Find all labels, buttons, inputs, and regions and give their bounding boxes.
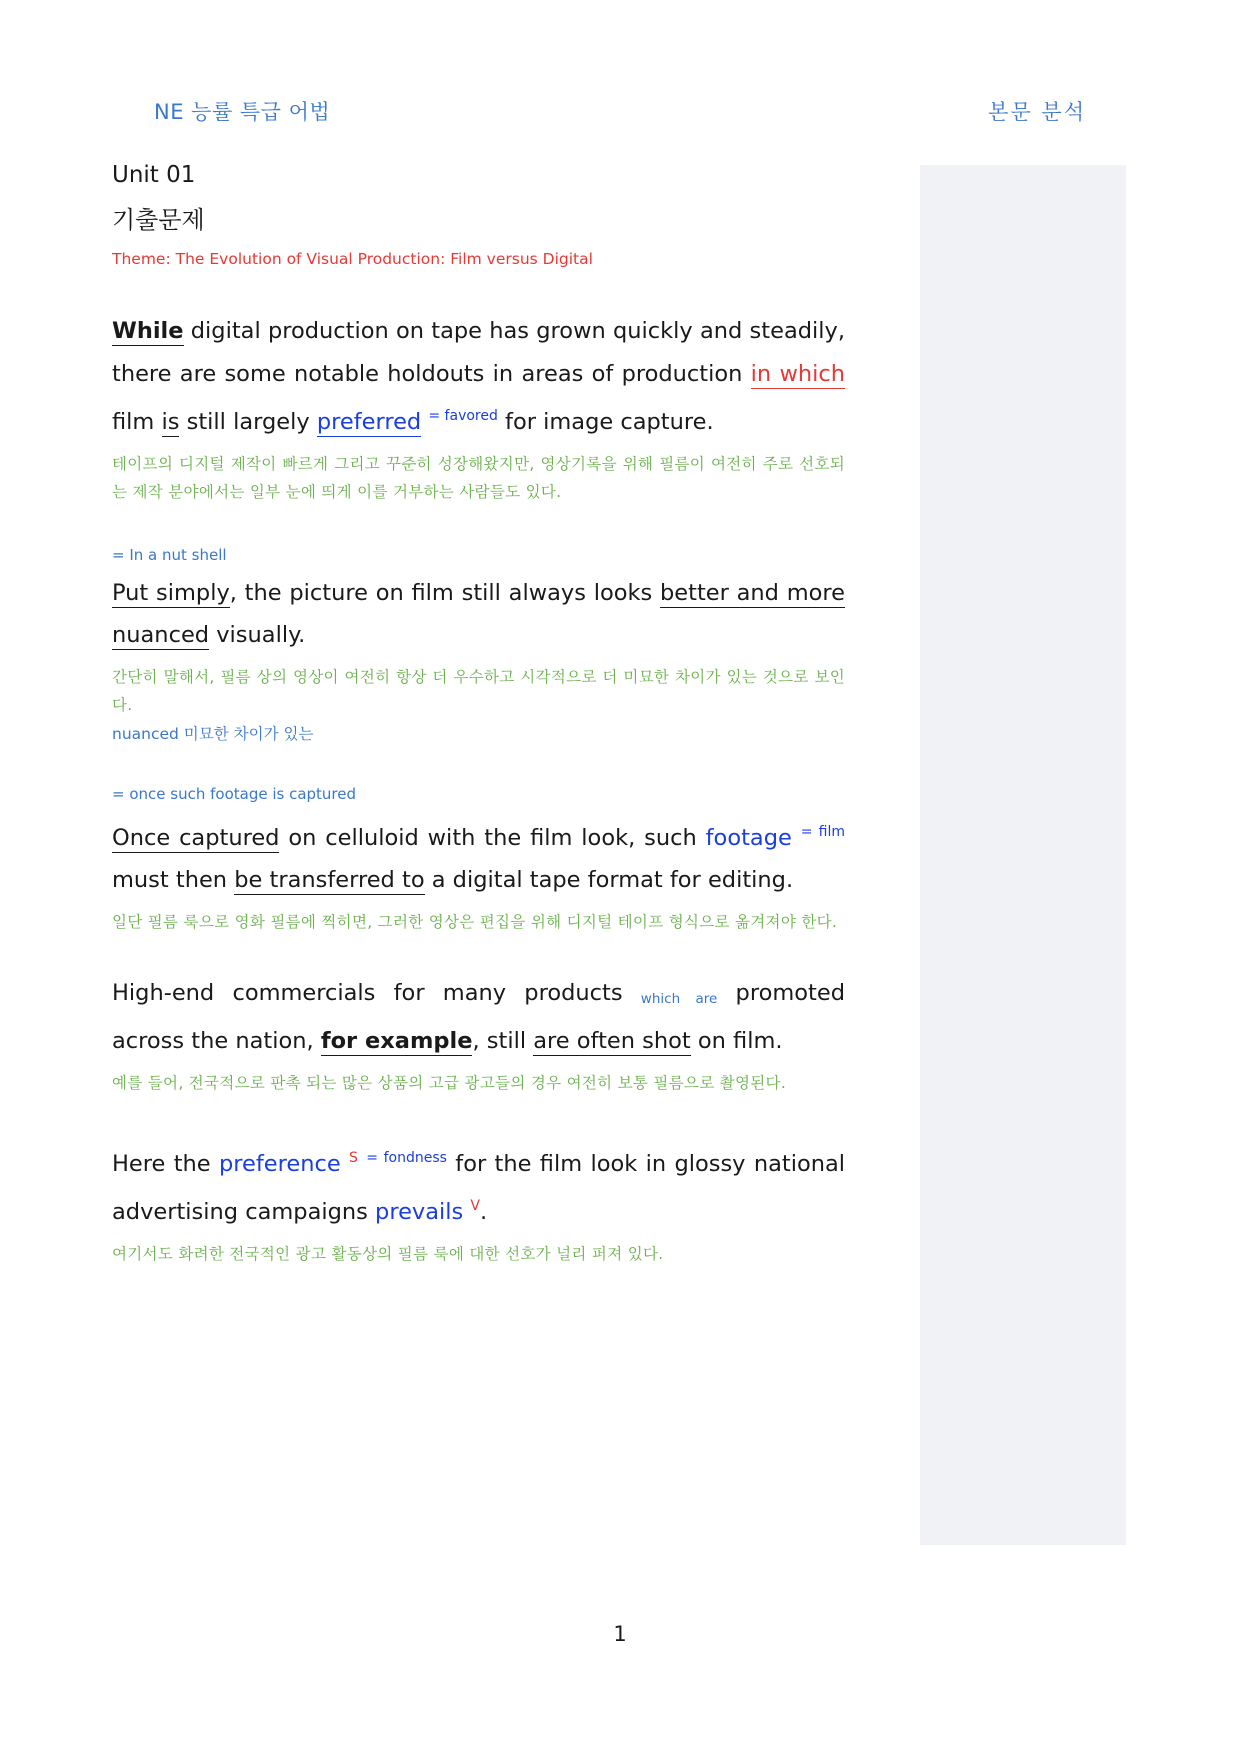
key-phrase-once-captured: Once captured — [112, 824, 280, 851]
key-phrase-for-example: for example — [320, 1028, 473, 1054]
key-word-preference: preference — [218, 1150, 341, 1177]
paraphrase-note-2: = In a nut shell — [112, 545, 227, 564]
key-phrase-be-transferred-to: be transferred to — [234, 867, 425, 893]
key-phrase-better-and-more: better and more nuanced — [112, 579, 845, 648]
key-phrase-are-often-shot: are often shot — [533, 1028, 691, 1054]
key-word-is: is — [161, 409, 180, 435]
text-segment: High-end commercials for many products — [112, 979, 641, 1006]
translation-3: 일단 필름 룩으로 영화 필름에 찍히면, 그러한 영상은 편집을 위해 디지털 테이프 형식으로 옮겨져야 한다. — [112, 912, 838, 931]
main-content — [112, 160, 845, 1268]
text-segment: on film. — [690, 1028, 783, 1054]
key-word-while: While — [112, 318, 184, 344]
paraphrase-note-3: = once such footage is captured — [112, 784, 357, 803]
passage-block-3 — [112, 783, 845, 936]
translation-4: 예를 들어, 전국적으로 판촉 되는 많은 상품의 고급 광고들의 경우 여전히 보통 필름으로 촬영된다. — [112, 1073, 787, 1092]
text-segment: must then — [112, 867, 235, 893]
unit-label: Unit 01 — [112, 162, 196, 188]
translation-5: 여기서도 화려한 전국적인 광고 활동상의 필름 룩에 대한 선호가 널리 퍼져 있다. — [112, 1244, 664, 1263]
theme-line: Theme: The Evolution of Visual Production: Film versus Digital — [112, 250, 593, 268]
text-segment: , still — [472, 1028, 534, 1054]
section-title: 기출문제 — [112, 206, 205, 234]
vocab-gloss-nuanced: nuanced 미묘한 차이가 있는 — [112, 724, 314, 743]
text-segment: , the picture on film still always looks — [229, 579, 660, 606]
subject-marker: S — [349, 1149, 358, 1166]
sentence-1 — [112, 310, 845, 444]
text-segment: a digital tape format for editing. — [424, 867, 794, 893]
sentence-3 — [112, 811, 845, 902]
text-segment: promoted across the nation, — [112, 979, 845, 1054]
omitted-words-which-are: which are — [640, 990, 718, 1007]
sentence-5 — [112, 1137, 845, 1234]
translation-1: 테이프의 디지털 제작이 빠르게 그리고 꾸준히 성장해왔지만, 영상기록을 위해 필름이 여전히 주로 선호되는 제작 분야에서는 일부 눈에 띄게 이를 거부하는 사람들도 있다. — [112, 454, 845, 501]
translation-2: 간단히 말해서, 필름 상의 영상이 여전히 항상 더 우수하고 시각적으로 더 미묘한 차이가 있는 것으로 보인다. — [112, 667, 845, 714]
passage-block-5 — [112, 1137, 845, 1268]
passage-block-2 — [112, 544, 845, 747]
text-segment: . — [480, 1199, 488, 1225]
header-section-label: 본문 분석 — [988, 100, 1086, 124]
text-segment: film — [112, 409, 162, 435]
key-word-prevails: prevails — [375, 1199, 464, 1225]
text-segment: on celluloid with the film look, such — [279, 824, 706, 851]
text-segment: digital production on tape has grown quickly and steadily, there are some notable holdouts in areas of production — [112, 318, 845, 387]
verb-marker: V — [470, 1198, 480, 1214]
key-phrase-in-which: in which — [750, 360, 845, 387]
sentence-4 — [112, 972, 845, 1063]
key-word-footage: footage — [705, 824, 792, 851]
text-segment: for the film look in glossy national advertising campaigns — [112, 1150, 846, 1225]
page-number: 1 — [613, 1622, 627, 1646]
side-notes-panel — [920, 165, 1126, 1545]
synonym-gloss-fondness: = fondness — [366, 1149, 447, 1166]
passage-block-1 — [112, 310, 845, 506]
key-phrase-put-simply: Put simply — [112, 579, 230, 606]
synonym-gloss-film: = film — [800, 823, 845, 840]
header-book-title: NE 능률 특급 어법 — [154, 100, 331, 124]
passage-block-4 — [112, 972, 845, 1097]
text-segment: visually. — [209, 622, 306, 648]
key-word-preferred: preferred — [316, 409, 422, 435]
synonym-gloss-favored: = favored — [428, 408, 498, 424]
text-segment: Here the — [112, 1150, 219, 1177]
sentence-2 — [112, 572, 845, 657]
text-segment: still largely — [179, 409, 317, 435]
text-segment: for image capture. — [497, 409, 714, 435]
